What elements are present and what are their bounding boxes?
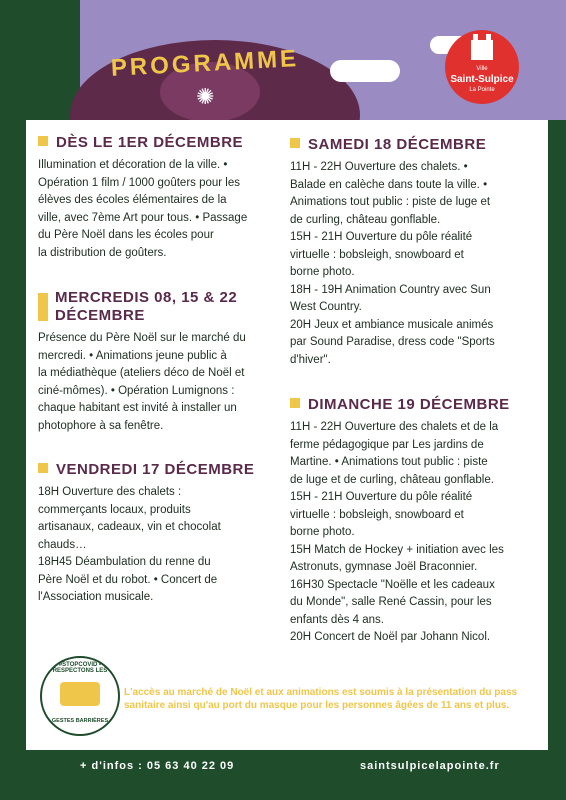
- section-title-wednesdays: MERCREDIS 08, 15 & 22 DÉCEMBRE: [55, 289, 238, 324]
- section-title-dec-1: DÈS LE 1ER DÉCEMBRE: [38, 134, 243, 152]
- pass-sanitaire-notice: L'accès au marché de Noël et aux animations est soumis à la présentation du pass sanitaire ainsi qu'au port du masque pour les personnes âgées de 11 ans et plus.: [124, 687, 518, 711]
- mask-icon: [60, 682, 100, 706]
- section-title-dec-18: SAMEDI 18 DÉCEMBRE: [290, 136, 486, 154]
- bullet-square-icon: [290, 398, 300, 408]
- logo-line-2: Saint-Sulpice: [450, 74, 514, 85]
- star-icon: ✺: [196, 84, 215, 109]
- bullet-square-icon: [290, 138, 300, 148]
- section-title-dec-19: DIMANCHE 19 DÉCEMBRE: [290, 396, 510, 414]
- section-body-dec-17: 18H Ouverture des chalets : commerçants locaux, produits artisanaux, cadeaux, vin et chocolat chauds… 18H45 Déambulation du renne du Père Noël et du robot. • Concert de l'Association musicale.: [38, 486, 221, 603]
- section-body-dec-19: 11H - 22H Ouverture des chalets et de la ferme pédagogique par Les jardins de Martine. • Animations tout public : piste de luge et de curling, château gonflable. 15H - 21H Ouverture du pôle réalité virtuelle : bobsleigh, snowboard et borne photo. 15H Match de Hockey + initiation avec les Astronuts, gymnase Joël Braconnier. 16H30 Spectacle "Noëlle et les cadeaux du Monde", salle René Cassin, pour les enfants dès 4 ans. 20H Concert de Noël par Johann Nicol.: [290, 421, 504, 643]
- bullet-square-icon: [38, 463, 48, 473]
- bullet-square-icon: [38, 293, 48, 321]
- cloud-icon: [330, 60, 400, 82]
- footer-phone: + d'infos : 05 63 40 22 09: [80, 760, 235, 772]
- section-body-dec-18: 11H - 22H Ouverture des chalets. • Balade en calèche dans toute la ville. • Animations tout public : piste de luge et de curling, château gonflable. 15H - 21H Ouverture du pôle réalité virtuelle : bobsleigh, snowboard et borne photo. 18H - 19H Animation Country avec Sun West Country. 20H Jeux et ambiance musicale animés par Sound Paradise, dress code "Sports d'hiver".: [290, 161, 495, 366]
- sticker-bottom-text: GESTES BARRIÈRES: [51, 718, 109, 724]
- section-title-dec-17: VENDREDI 17 DÉCEMBRE: [38, 461, 254, 479]
- sticker-top-text: #STOPCOVID • RESPECTONS LES: [52, 662, 108, 674]
- section-body-wednesdays: Présence du Père Noël sur le marché du mercredi. • Animations jeune public à la médiathèque (ateliers déco de Noël et ciné-mômes). • Opération Lumignons : chaque habitant est invité à installer un photophore à sa fenêtre.: [38, 332, 246, 432]
- page-title: PROGRAMME: [110, 45, 300, 82]
- footer-website[interactable]: saintsulpicelapointe.fr: [360, 760, 500, 772]
- section-body-dec-1: Illumination et décoration de la ville. • Opération 1 film / 1000 goûters pour les élèves des écoles élémentaires de la ville, avec 7ème Art pour tous. • Passage du Père Noël dans les écoles pour la distribution de goûters.: [38, 159, 248, 259]
- city-logo: [445, 30, 519, 104]
- header-band: [0, 0, 566, 120]
- stopcovid-sticker: [40, 656, 120, 736]
- logo-line-1: Ville: [476, 66, 488, 72]
- logo-line-3: La Pointe: [469, 87, 495, 93]
- header-left-strip: [0, 0, 80, 120]
- bullet-square-icon: [38, 136, 48, 146]
- castle-icon: [471, 40, 493, 60]
